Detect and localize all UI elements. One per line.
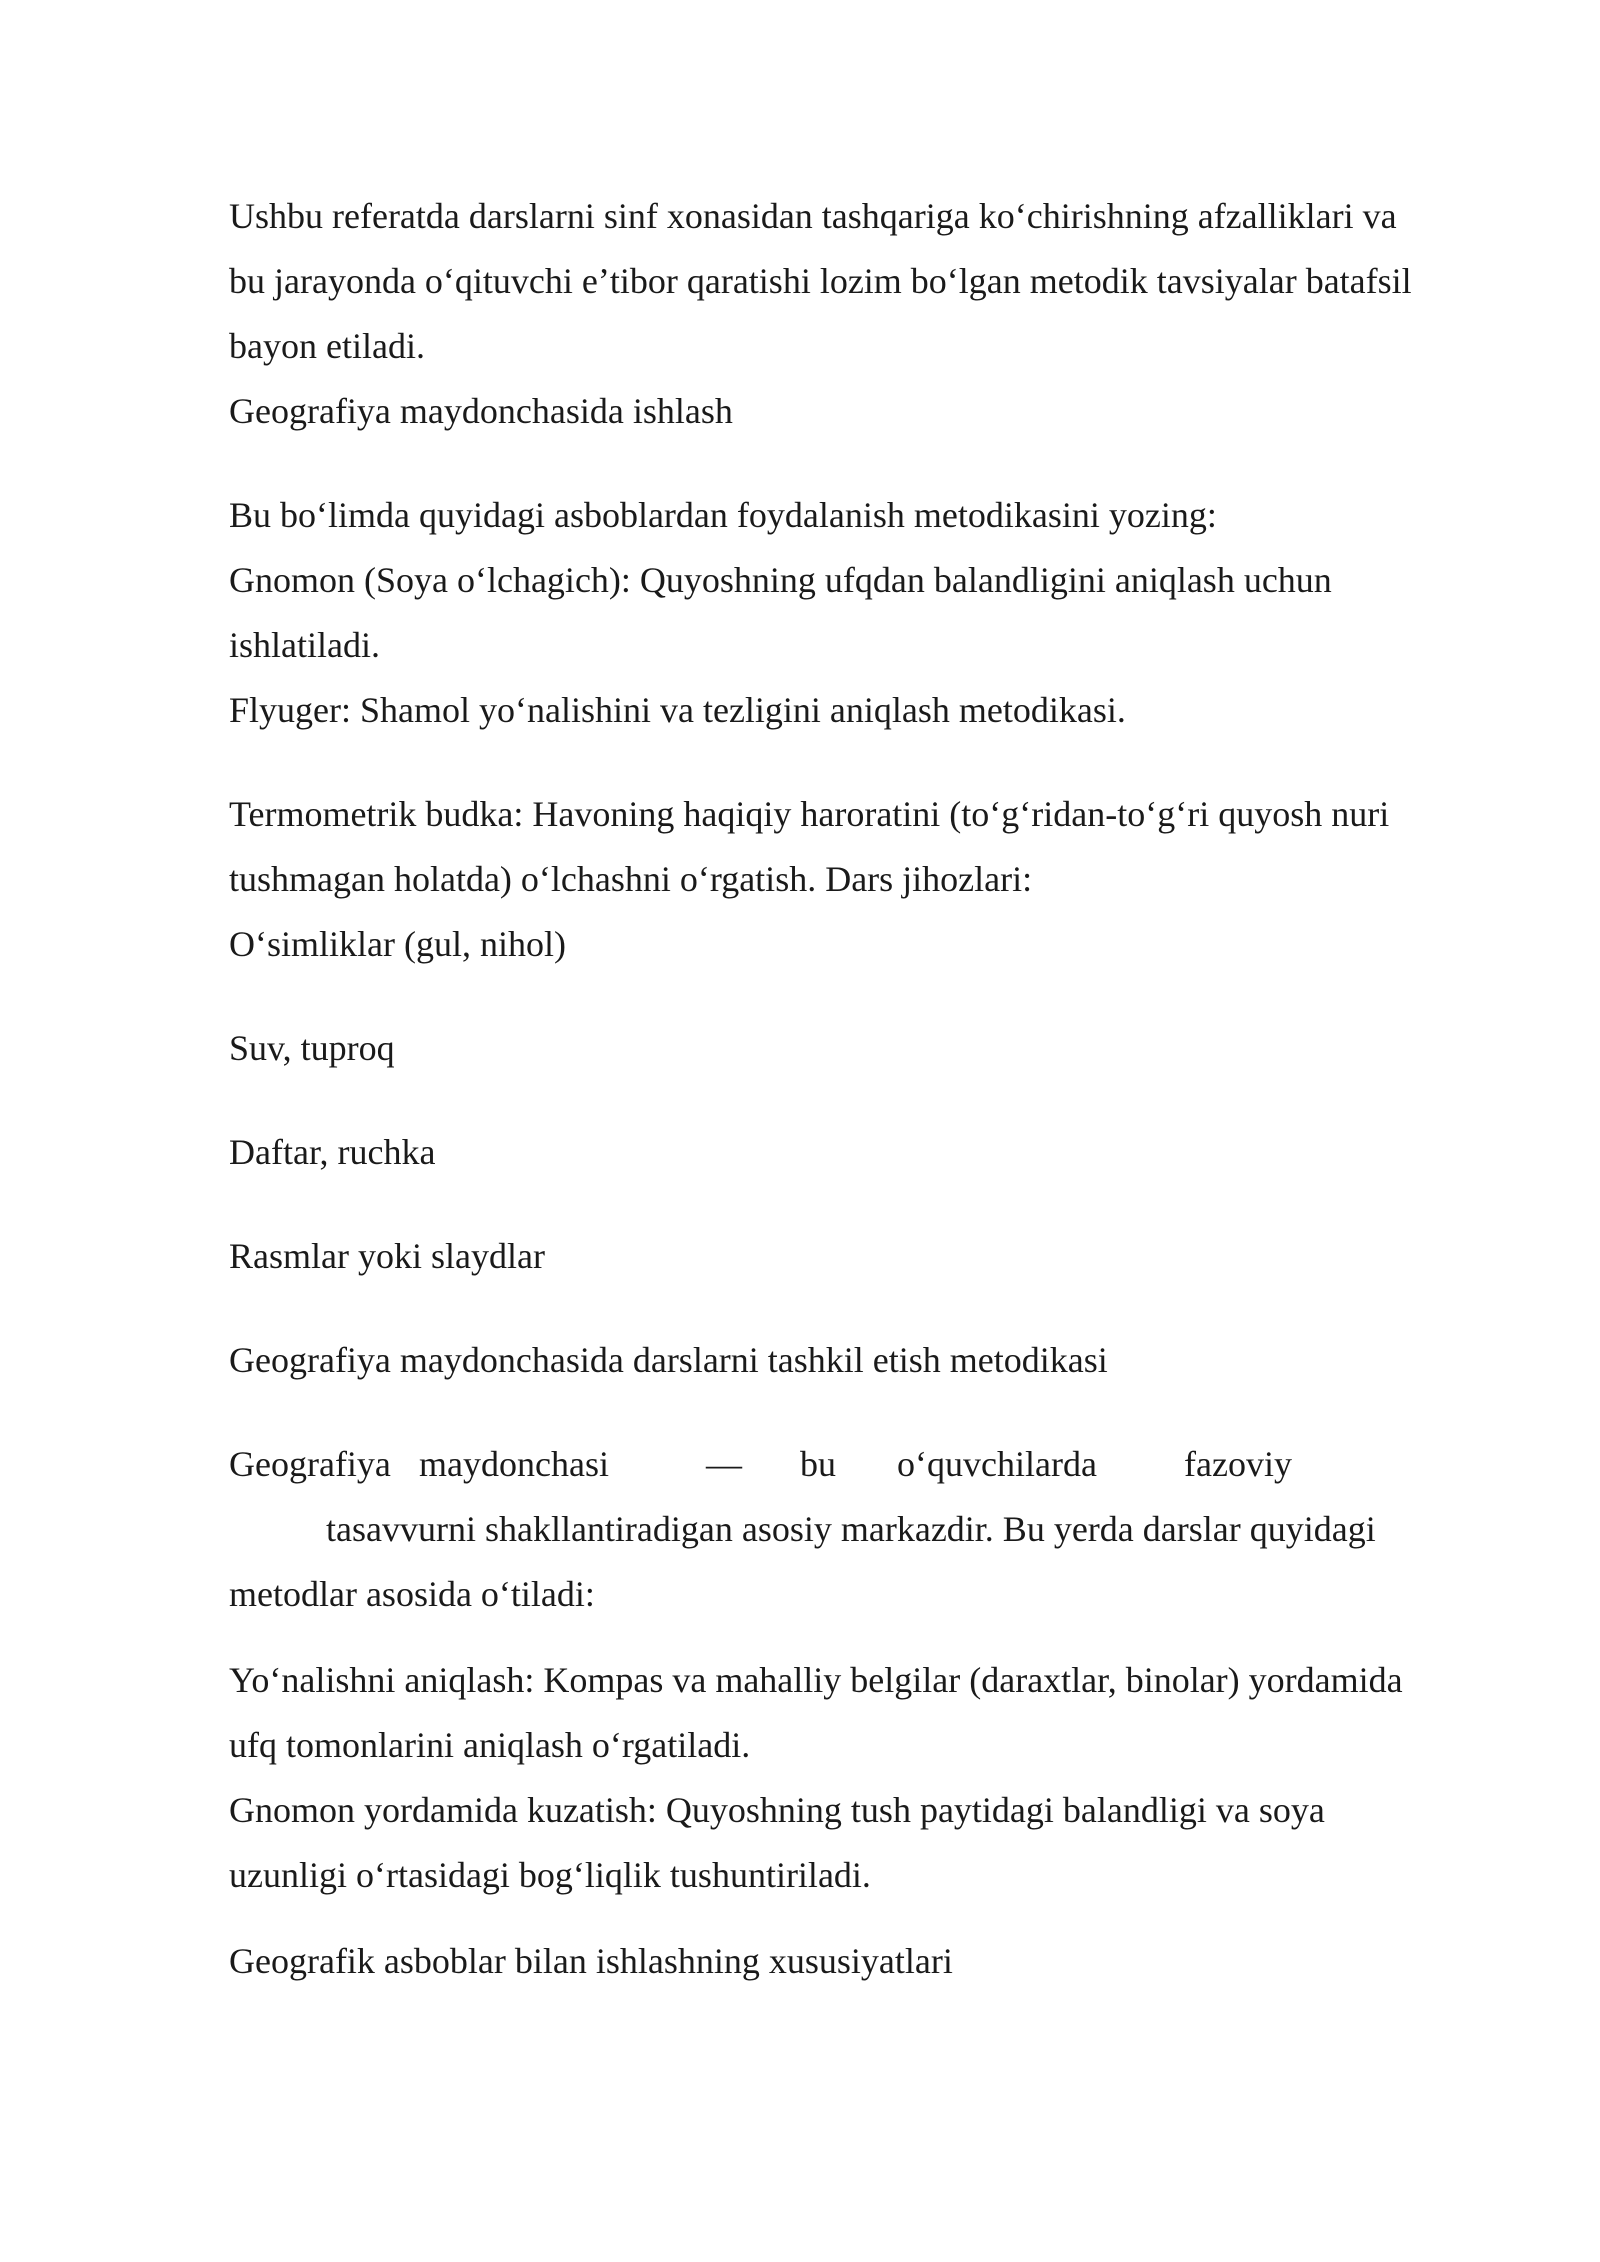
- justified-word: maydonchasi: [419, 1444, 609, 1484]
- paragraph-line: tasavvurni shakllantiradigan asosiy markazdir. Bu yerda darslar quyidagi: [326, 1509, 1376, 1549]
- list-item: Oʻsimliklar (gul, nihol): [229, 924, 566, 964]
- paragraph-line: Termometrik budka: Havoning haqiqiy haroratini (toʻgʻridan-toʻgʻri quyosh nuri: [229, 794, 1390, 834]
- paragraph-line: bayon etiladi.: [229, 326, 425, 366]
- paragraph-line: Bu boʻlimda quyidagi asboblardan foydalanish metodikasini yozing:: [229, 495, 1217, 535]
- paragraph-line: uzunligi oʻrtasidagi bogʻliqlik tushuntiriladi.: [229, 1855, 871, 1895]
- justified-word: Geografiya: [229, 1444, 391, 1484]
- list-item: Daftar, ruchka: [229, 1132, 436, 1172]
- paragraph-line: Yoʻnalishni aniqlash: Kompas va mahalliy belgilar (daraxtlar, binolar) yordamida: [229, 1660, 1403, 1700]
- paragraph-line: Flyuger: Shamol yoʻnalishini va tezligini aniqlash metodikasi.: [229, 690, 1126, 730]
- paragraph-line: Gnomon (Soya oʻlchagich): Quyoshning ufqdan balandligini aniqlash uchun: [229, 560, 1332, 600]
- paragraph-line: tushmagan holatda) oʻlchashni oʻrgatish. Dars jihozlari:: [229, 859, 1033, 899]
- list-item: Rasmlar yoki slaydlar: [229, 1236, 545, 1276]
- section-heading: Geografik asboblar bilan ishlashning xususiyatlari: [229, 1941, 953, 1981]
- paragraph-line: bu jarayonda oʻqituvchi eʼtibor qaratishi lozim boʻlgan metodik tavsiyalar batafsil: [229, 261, 1412, 301]
- justified-word: —: [706, 1444, 742, 1484]
- list-item: Suv, tuproq: [229, 1028, 395, 1068]
- paragraph-line: metodlar asosida oʻtiladi:: [229, 1574, 595, 1614]
- paragraph-line: ishlatiladi.: [229, 625, 380, 665]
- paragraph-line: ufq tomonlarini aniqlash oʻrgatiladi.: [229, 1725, 751, 1765]
- justified-word: fazoviy: [1184, 1444, 1292, 1484]
- section-heading: Geografiya maydonchasida ishlash: [229, 391, 733, 431]
- paragraph-line: Gnomon yordamida kuzatish: Quyoshning tush paytidagi balandligi va soya: [229, 1790, 1325, 1830]
- section-heading: Geografiya maydonchasida darslarni tashkil etish metodikasi: [229, 1340, 1108, 1380]
- justified-word: oʻquvchilarda: [897, 1444, 1097, 1484]
- justified-word: bu: [800, 1444, 836, 1484]
- paragraph-line: Ushbu referatda darslarni sinf xonasidan tashqariga koʻchirishning afzalliklari va: [229, 196, 1397, 236]
